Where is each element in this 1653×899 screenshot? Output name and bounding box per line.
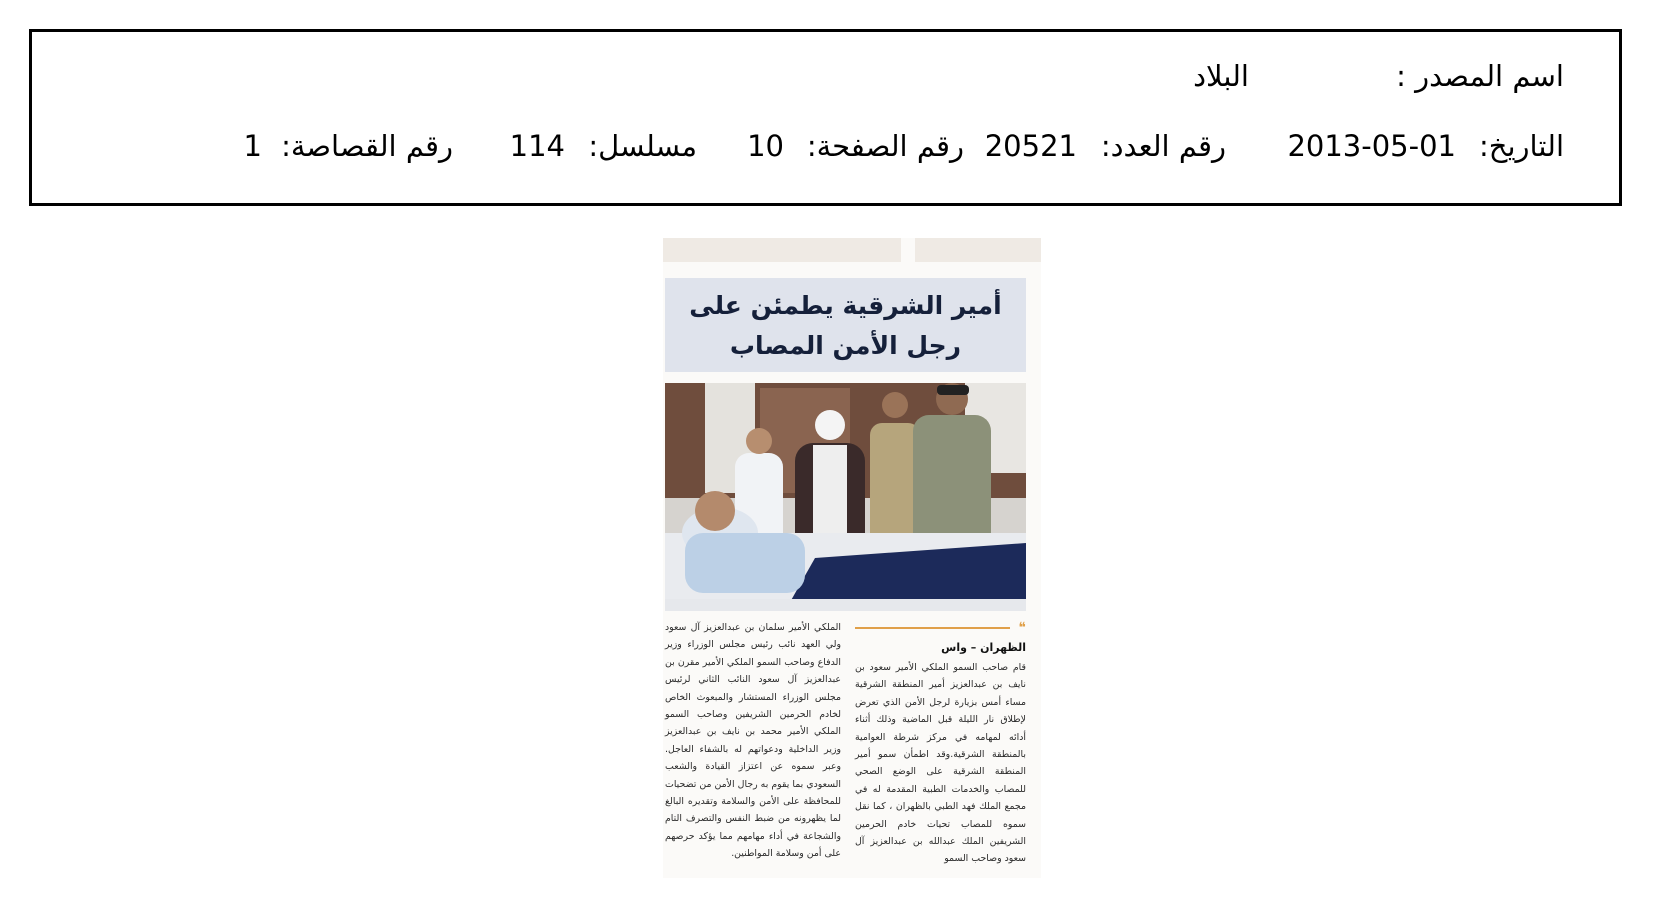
article-headline: [665, 278, 1026, 372]
article-photo: [665, 383, 1026, 611]
source-label: اسم المصدر :: [1396, 59, 1564, 93]
page-label: رقم الصفحة:: [806, 129, 964, 163]
article-body-right: قام صاحب السمو الملكي الأمير سعود بن نايف بن عبدالعزيز أمير المنطقة الشرقية مساء أمس بزيارة لرجل الأمن الذي تعرض لإطلاق نار الليلة قبل الماضية وذلك أثناء أدائه لمهامه في مركز شرطة العوامية بالمنطقة الشرقية.وقد اطمأن سمو أمير المنطقة الشرقية على الوضع الصحي للمصاب والخدمات الطبية المقدمة له في مجمع الملك فهد الطبي بالظهران ، كما نقل سموه للمصاب تحيات خادم الحرمين الشريفين الملك عبدالله بن عبدالعزيز آل سعود وصاحب السمو: [855, 662, 1026, 865]
column-accent: [855, 621, 1026, 635]
quote-mark-icon: ❝: [1018, 620, 1026, 636]
clipping-info-box: [29, 29, 1622, 206]
photo-illustration: [665, 383, 1026, 611]
headline-line-2: رجل الأمن المصاب: [729, 331, 962, 360]
date-value: 2013-05-01: [1287, 129, 1456, 163]
page-value: 10: [747, 129, 784, 163]
date-label: التاريخ:: [1478, 129, 1564, 163]
clip-top-strip: [915, 238, 1041, 262]
source-value: البلاد: [1193, 59, 1249, 93]
issue-value: 20521: [984, 129, 1077, 163]
headline-line-1: أمير الشرقية يطمئن على: [689, 291, 1002, 320]
article-column-right: [855, 621, 1026, 868]
clip-number-value: 1: [243, 129, 262, 163]
article-body-left: الملكي الأمير سلمان بن عبدالعزيز آل سعود ولي العهد نائب رئيس مجلس الوزراء وزير الدفاع وصاحب السمو الملكي الأمير مقرن بن عبدالعزيز آل سعود النائب الثاني لرئيس مجلس الوزراء المستشار والمبعوث الخاص لخادم الحرمين الشريفين وصاحب السمو الملكي الأمير محمد بن نايف بن عبدالعزيز وزير الداخلية ودعواتهم له بالشفاء العاجل. وعبر سموه عن اعتزاز القيادة والشعب السعودي بما يقوم به رجال الأمن من تضحيات للمحافظة على الأمن والسلامة وتقديره البالغ لما يظهرونه من ضبط النفس والتصرف التام والشجاعة في أداء مهامهم مما يؤكد حرصهم على أمن وسلامة المواطنين.: [665, 622, 841, 860]
clip-top-strip: [663, 238, 901, 262]
accent-rule: [855, 627, 1010, 629]
newspaper-clipping: [663, 238, 1041, 878]
article-dateline: الظهران – واس: [941, 641, 1026, 654]
clip-number-label: رقم القصاصة:: [281, 129, 453, 163]
serial-label: مسلسل:: [588, 129, 697, 163]
issue-label: رقم العدد:: [1100, 129, 1226, 163]
serial-value: 114: [509, 129, 565, 163]
